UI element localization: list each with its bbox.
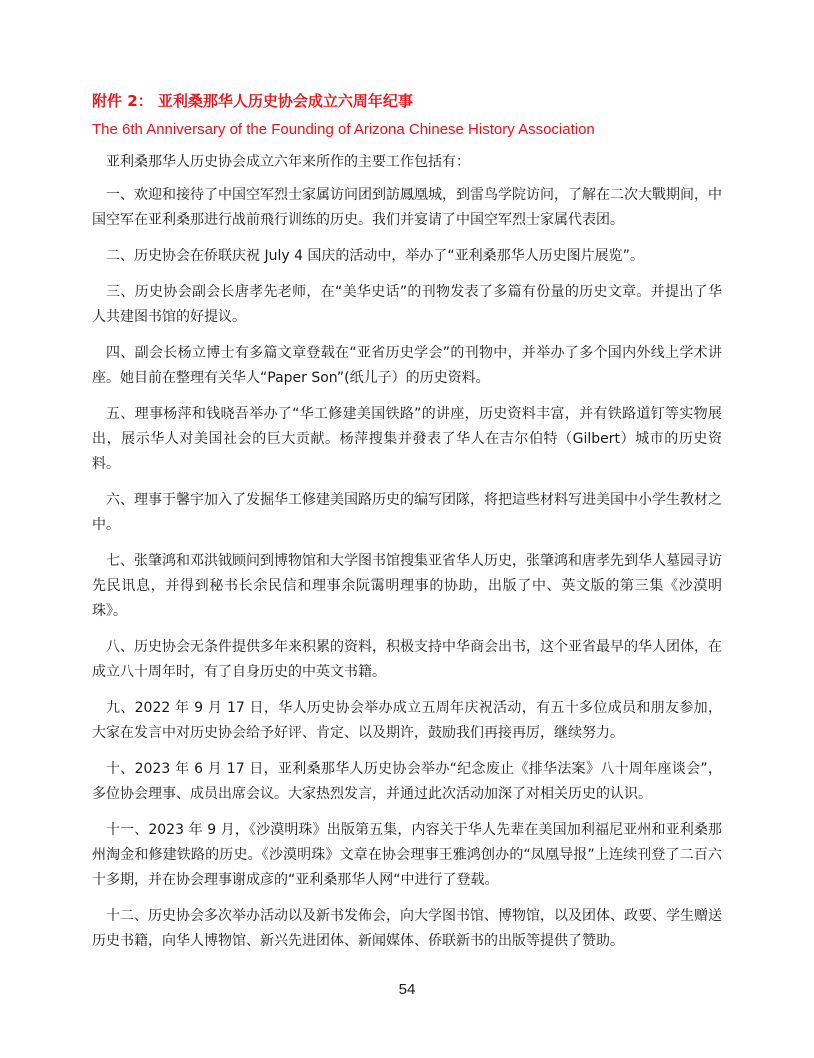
paragraph-9: 九、2022 年 9 月 17 日，华人历史协会举办成立五周年庆祝活动，有五十多位成员和朋友参加，大家在发言中对历史协会给予好评、肯定、以及期许，鼓励我们再接再厉，继续努力。: [92, 700, 722, 741]
intro-paragraph: 亚利桑那华人历史协会成立六年来所作的主要工作包括有：: [106, 154, 470, 170]
paragraph-1: 一、欢迎和接待了中国空军烈士家属访问团到訪鳳凰城，到雷鸟学院访问，了解在二次大戰期间，中国空军在亚利桑那进行战前飛行训练的历史。我们并宴请了中国空军烈士家属代表团。: [92, 187, 722, 228]
document-title-chinese: 附件 2： 亚利桑那华人历史协会成立六周年纪事: [92, 92, 413, 110]
paragraph-10: 十、2023 年 6 月 17 日，亚利桑那华人历史协会举办“纪念废止《排华法案》八十周年座谈会”，多位协会理事、成员出席会议。大家热烈发言，并通过此次活动加深了对相关历史的认识。: [92, 761, 722, 802]
paragraph-7: 七、张肇鸿和邓洪钺顾问到博物馆和大学图书馆搜集亚省华人历史，张肇鸿和唐孝先到华人墓园寻访先民讯息，并得到秘书长余民信和理事余阮霭明理事的协助，出版了中、英文版的第三集《沙漠明珠》。: [92, 553, 722, 619]
paragraph-12: 十二、历史协会多次举办活动以及新书发佈会，向大学图书馆、博物馆，以及团体、政要、学生赠送历史书籍，向华人博物馆、新兴先进团体、新闻媒体、侨联新书的出版等提供了赞助。: [92, 908, 722, 949]
paragraph-4: 四、副会长杨立博士有多篇文章登载在“亚省历史学会”的刊物中，并举办了多个国内外线上学术讲座。她目前在整理有关华人“Paper Son”(纸儿子）的历史资料。: [92, 345, 722, 386]
paragraph-11: 十一、2023 年 9 月，《沙漠明珠》出版第五集，内容关于华人先辈在美国加利福尼亚州和亚利桑那州淘金和修建铁路的历史。《沙漠明珠》文章在协会理事王雅鸿创办的“凤凰导报”上连续刊登了二百六十多期，并在协会理事谢成彦的“亚利桑那华人网“中进行了登载。: [92, 822, 722, 888]
paragraph-8: 八、历史协会无条件提供多年来积累的资料，积极支持中华商会出书，这个亚省最早的华人团体，在成立八十周年时，有了自身历史的中英文书籍。: [92, 639, 722, 680]
document-title-english: The 6th Anniversary of the Founding of Arizona Chinese History Association: [92, 121, 595, 138]
page-number: 54: [398, 981, 416, 998]
paragraph-3: 三、历史协会副会长唐孝先老师，在“美华史话”的刊物发表了多篇有份量的历史文章。并提出了华人共建图书馆的好提议。: [92, 284, 722, 325]
document-body: [92, 150, 722, 965]
paragraph-2: 二、历史协会在侨联庆祝 July 4 国庆的活动中，举办了“亚利桑那华人历史图片展览”。: [106, 248, 644, 264]
paragraph-5: 五、理事杨萍和钱晓吾举办了“华工修建美国铁路”的讲座，历史资料丰富，并有铁路道钉等实物展出，展示华人对美国社会的巨大贡献。杨萍搜集并發表了华人在吉尔伯特（Gilbert）城市的历史资料。: [92, 406, 722, 472]
paragraph-6: 六、理事于馨宇加入了发掘华工修建美国路历史的编写团隊，将把這些材料写进美国中小学生教材之中。: [92, 492, 722, 533]
